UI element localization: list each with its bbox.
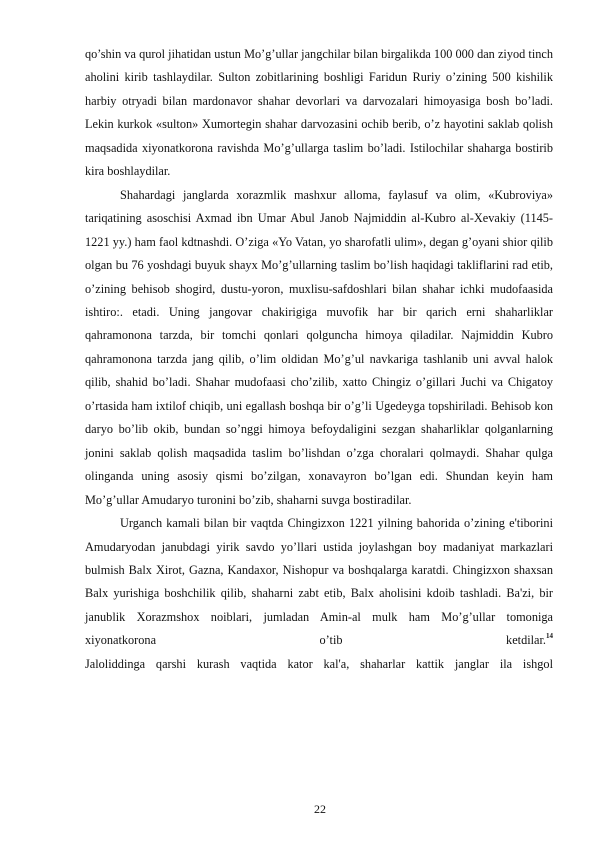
- paragraph-1: qo’shin va qurol jihatidan ustun Mo’g’ullar jangchilar bilan birgalikda 100 000 dan ziyod tinch aholini kirib tashlaydilar. Sulton zobitlarining boshligi Faridun Ruriy o’zining 500 kishilik harbiy otryadi bilan mardonavor shahar devorlari va darvozalari himoyasiga bosh bo’ladi. Lekin kurkok «sulton» Xumortegin shahar darvozasini ochib berib, o’z hayotini saklab qolish maqsadida xiyonatkorona ravishda Mo’g’ullarga taslim bo’ladi. Istilochilar shaharga bostirib kira boshlaydilar.: [85, 47, 553, 179]
- footnote-reference[interactable]: 14: [546, 632, 553, 641]
- paragraph-2: Shahardagi janglarda xorazmlik mashxur alloma, faylasuf va olim, «Kubroviya» tariqatining asoschisi Axmad ibn Umar Abul Janob Najmiddin al-Kubro al-Xevakiy (1145-1221 yy.) ham faol kdtnashdi. O’ziga «Yo Vatan, yo sharofatli ulim», degan g’oyani shior qilib olgan bu 76 yoshdagi buyuk shayx Mo’g’ullarning taslim bo’lish haqidagi takliflarini rad etib, o’zining behisob shogird, dustu-yoron, muxlisu-safdoshlari bilan shahar ichki mudofaasida ishtiro:. etadi. Uning jangovar chakirigiga muvofik har bir qarich erni shaharliklar qahramonona tarzda, bir tomchi qonlari qolguncha himoya qiladilar. Najmiddin Kubro qahramonona tarzda jang qilib, o’lim oldidan Mo’g’ul navkariga tashlanib uni avval halok qilib, shahid bo’ladi. Shahar mudofaasi cho’zilib, xatto Chingiz o’gillari Juchi va Chigatoy o’rtasida ham ixtilof chiqib, uni egallash boshqa bir o’g’li Ugedeyga topshiriladi. Behisob kon daryo bo’lib okib, bundan so’nggi himoya befoydaligini sezgan shaharliklar qolganlarning jonini saklab qolish maqsadida taslim bo’lishdan o’zga choralari qolmaydi. Shahar qulga olinganda uning asosiy qismi bo’zilgan, xonavayron bo’lgan edi. Shundan keyin ham Mo’g’ullar Amudaryo turonini bo’zib, shaharni suvga bostiradilar.: [85, 187, 553, 507]
- body-text: [85, 43, 553, 676]
- paragraph-3: [85, 512, 553, 653]
- paragraph-4: Jaloliddinga qarshi kurash vaqtida kator kal'a, shaharlar kattik janglar ila ishgol: [85, 656, 553, 671]
- page-number: 22: [314, 802, 326, 816]
- paragraph-3-text: Urganch kamali bilan bir vaqtda Chingizxon 1221 yilning bahorida o’zining e'tiborini Amudaryodan janubdagi yirik savdo yo’llari ustida joylashgan boy madaniyat markazlari bulmish Balx Xirot, Gazna, Kandaxor, Nishopur va boshqalarga karatdi. Chingizxon shaxsan Balx yurishiga boshchilik qilib, shaharni zabt etib, Balx aholisini kdoib tashladi. Ba'zi, bir janublik Xorazmshox noiblari, jumladan Amin-al mulk ham Mo’g’ullar tomoniga xiyonatkorona o’tib ketdilar.: [85, 516, 553, 648]
